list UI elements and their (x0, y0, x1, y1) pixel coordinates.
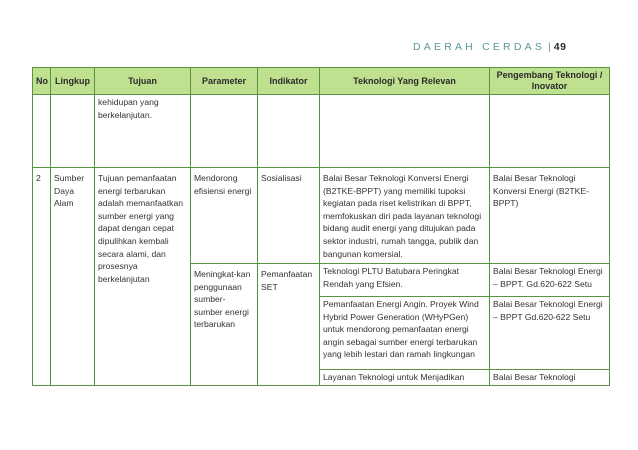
technology-table (32, 67, 610, 386)
table-cell: Sosialisasi (258, 168, 320, 264)
table-cell: Balai Besar Teknologi (490, 370, 610, 386)
col-header-no: No (33, 68, 51, 95)
table-cell: Balai Besar Teknologi Konversi Energi (B2TKE-BPPT) (490, 168, 610, 264)
table-row (33, 168, 610, 264)
table-cell: Sumber Daya Alam (51, 168, 95, 386)
table-cell: Layanan Teknologi untuk Menjadikan (320, 370, 490, 386)
table-header-row (33, 68, 610, 95)
table-cell (51, 95, 95, 168)
table-cell (258, 95, 320, 168)
table-cell: Meningkat-kan penggunaan sumber-sumber energi terbarukan (191, 264, 258, 386)
section-title: DAERAH CERDAS (413, 41, 546, 53)
table-cell (191, 95, 258, 168)
table-cell: Tujuan pemanfaatan energi terbarukan adalah memanfaatkan sumber energi yang dapat dengan cepat dipulihkan kembali secara alami, dan prosesnya berkelanjutan (95, 168, 191, 386)
table-row (33, 95, 610, 168)
col-header-parameter: Parameter (191, 68, 258, 95)
col-header-pengembang: Pengembang Teknologi / Inovator (490, 68, 610, 95)
table-cell: kehidupan yang berkelanjutan. (95, 95, 191, 168)
col-header-indikator: Indikator (258, 68, 320, 95)
table-cell (33, 95, 51, 168)
table-cell: Pemanfaatan SET (258, 264, 320, 386)
col-header-tujuan: Tujuan (95, 68, 191, 95)
table-cell: Teknologi PLTU Batubara Peringkat Rendah yang Efsien. (320, 264, 490, 297)
table-cell (320, 95, 490, 168)
table-cell: Mendorong efisiensi energi (191, 168, 258, 264)
table-cell: Pemanfaatan Energi Angin. Proyek Wind Hybrid Power Generation (WHyPGen) untuk mendorong pemanfaatan energi angin sebagai sumber energi terbarukan yang lebih lestari dan ramah lingkungan (320, 297, 490, 370)
table-cell: Balai Besar Teknologi Energi – BPPT. Gd.620-622 Setu (490, 264, 610, 297)
header-separator: | (548, 41, 551, 53)
page-header (413, 41, 566, 53)
table-cell: Balai Besar Teknologi Konversi Energi (B2TKE-BPPT) yang memiliki tupoksi kegiatan pada riset kelistrikan di BPPT, memfokuskan diri pada layanan teknologi bidang audit energi yang ditujukan pada sektor industri, rumah tangga, publik dan bangunan komersial. (320, 168, 490, 264)
table-cell (490, 95, 610, 168)
col-header-lingkup: Lingkup (51, 68, 95, 95)
table-cell: Balai Besar Teknologi Energi – BPPT Gd.620-622 Setu (490, 297, 610, 370)
page-number: 49 (553, 41, 567, 53)
col-header-teknologi: Teknologi Yang Relevan (320, 68, 490, 95)
table-cell: 2 (33, 168, 51, 386)
